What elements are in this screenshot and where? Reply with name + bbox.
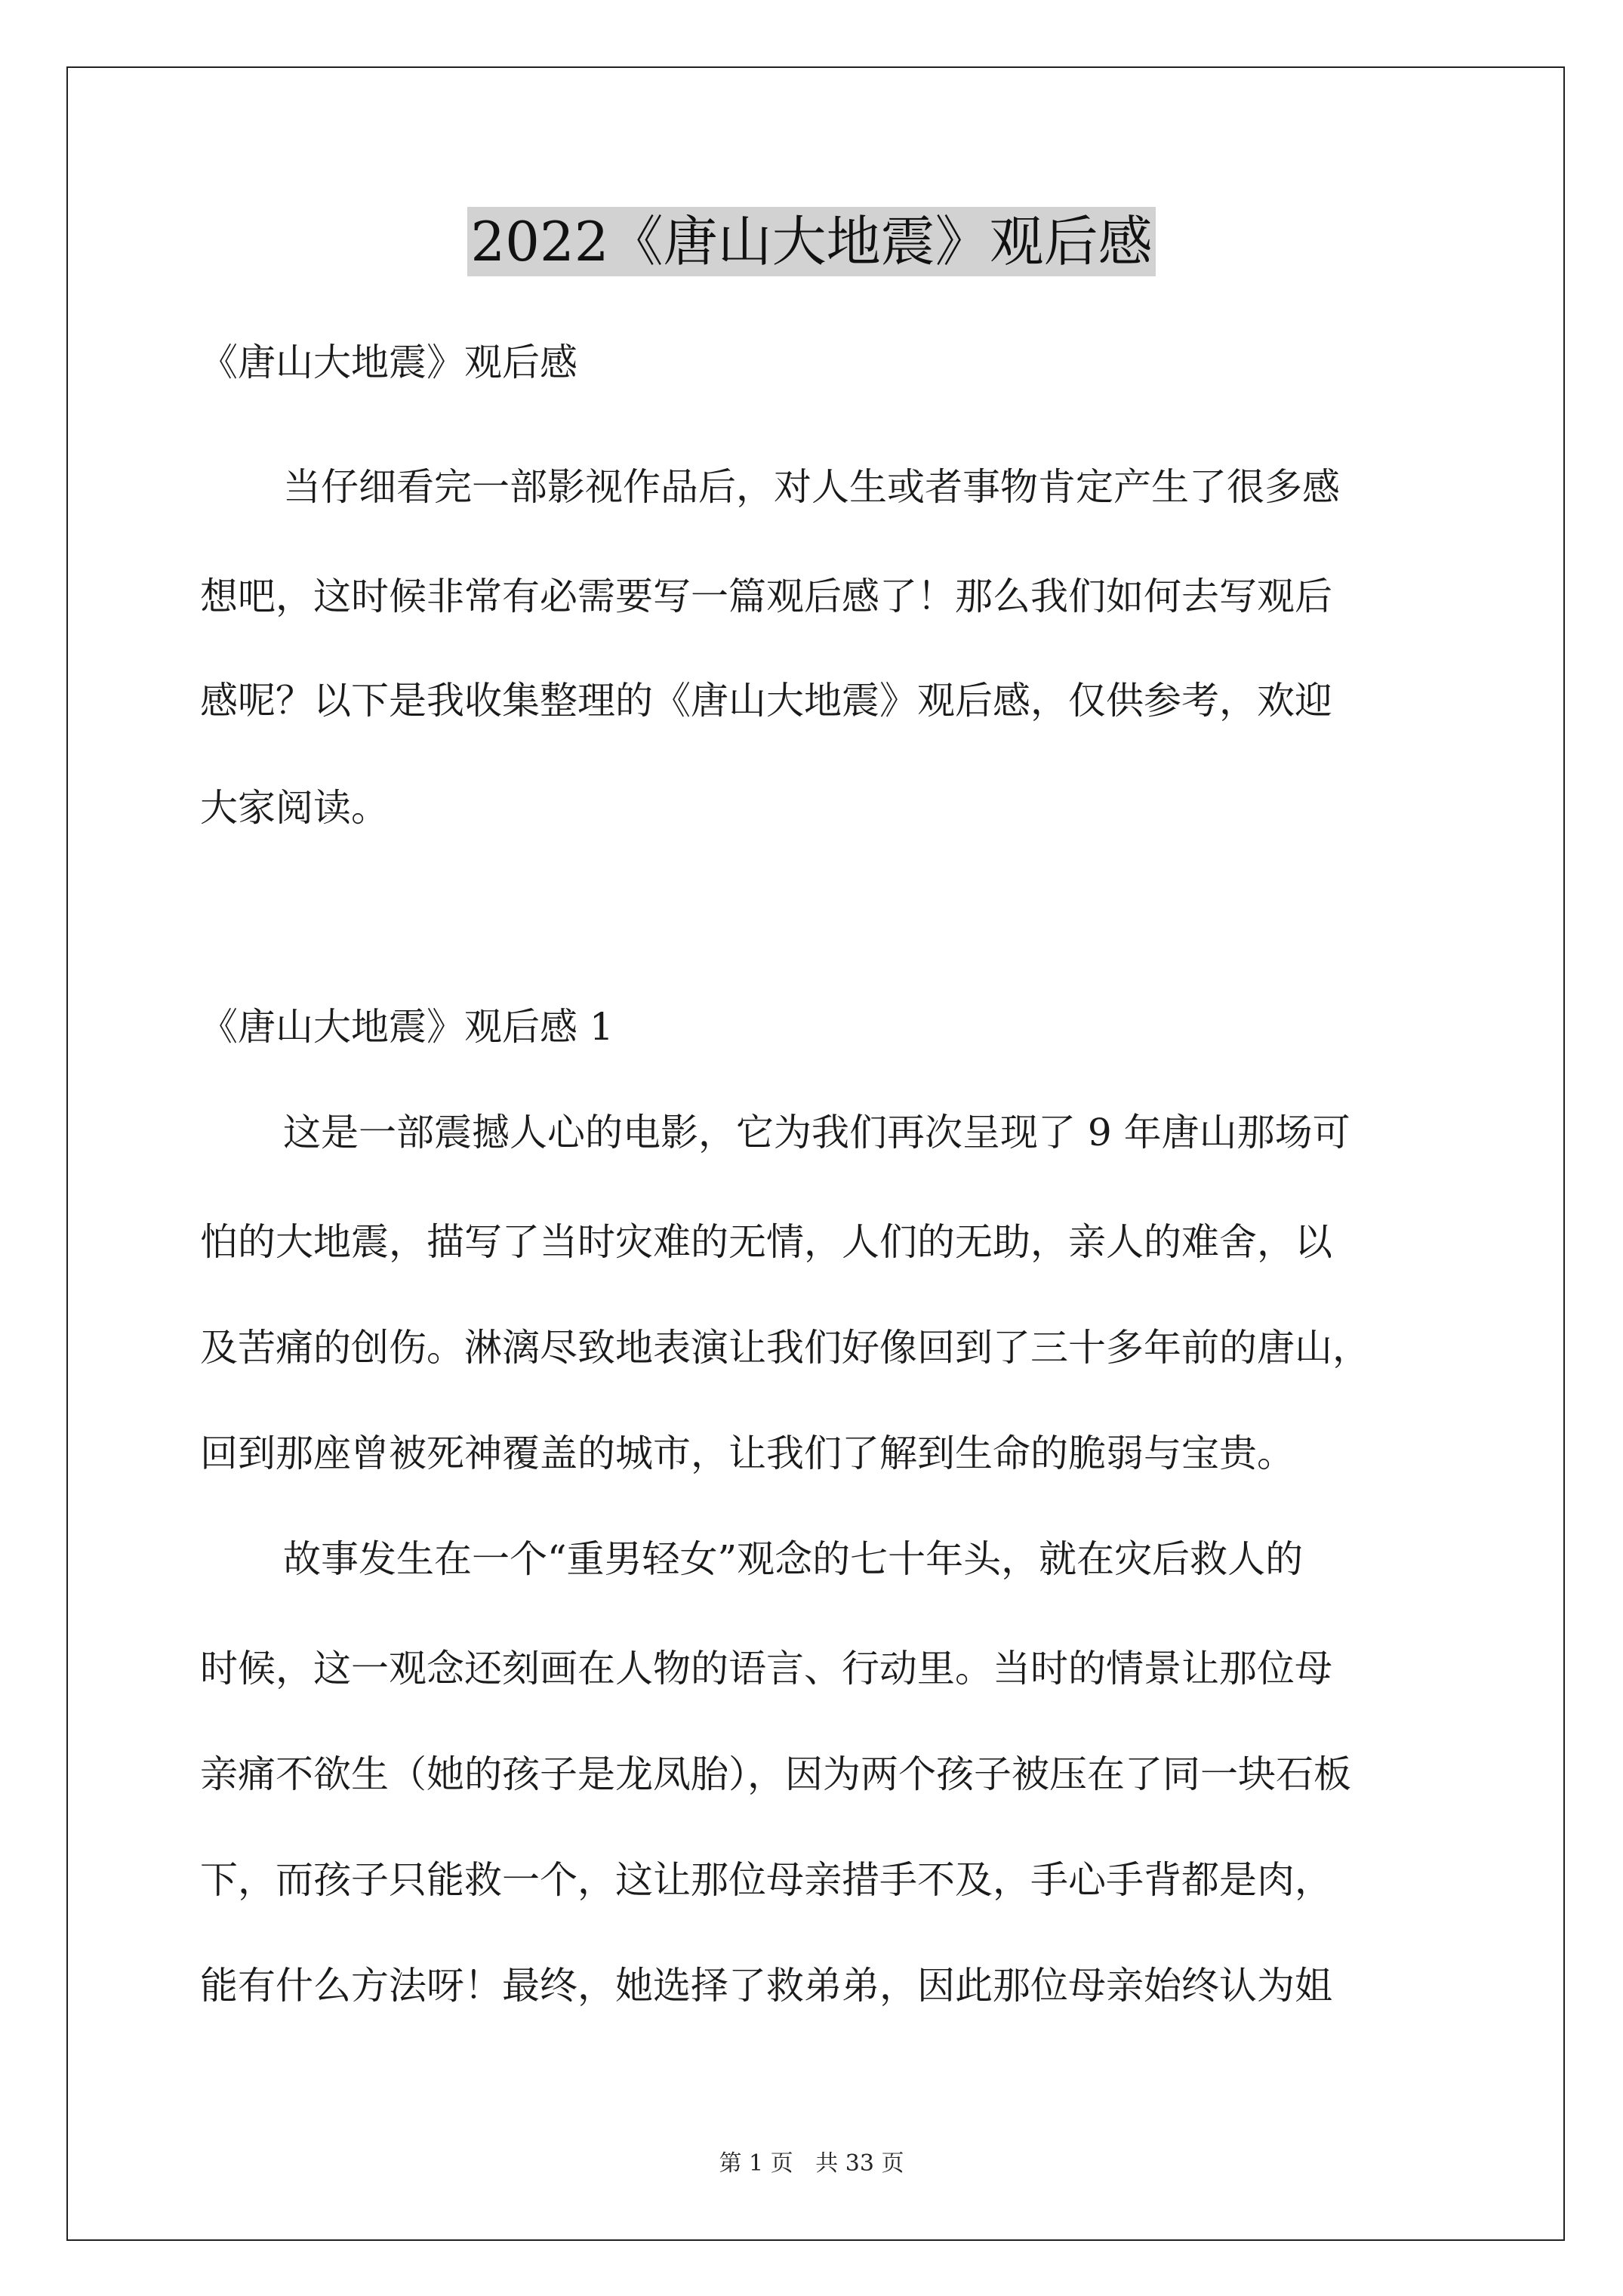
paragraph-line: 故事发生在一个“重男轻女”观念的七十年头，就在灾后救人的 bbox=[283, 1537, 1304, 1581]
section-heading: 《唐山大地震》观后感 bbox=[200, 341, 577, 384]
paragraph-line: 能有什么方法呀！最终，她选择了救弟弟，因此那位母亲始终认为姐 bbox=[200, 1964, 1332, 2008]
paragraph-line: 大家阅读。 bbox=[200, 786, 389, 830]
paragraph-line: 怕的大地震，描写了当时灾难的无情，人们的无助，亲人的难舍，以 bbox=[200, 1220, 1332, 1264]
paragraph-line: 及苦痛的创伤。淋漓尽致地表演让我们好像回到了三十多年前的唐山， bbox=[200, 1326, 1370, 1370]
paragraph-line: 时候，这一观念还刻画在人物的语言、行动里。当时的情景让那位母 bbox=[200, 1647, 1332, 1690]
paragraph-line: 亲痛不欲生（她的孩子是龙凤胎），因为两个孩子被压在了同一块石板 bbox=[200, 1752, 1351, 1796]
page-number: 第 1 页 bbox=[719, 2150, 793, 2177]
page-footer bbox=[0, 2144, 1623, 2177]
paragraph-line: 感呢？以下是我收集整理的《唐山大地震》观后感，仅供参考，欢迎 bbox=[200, 679, 1332, 723]
paragraph-line: 当仔细看完一部影视作品后，对人生或者事物肯定产生了很多感 bbox=[283, 465, 1340, 509]
document-title-text: 2022《唐山大地震》观后感 bbox=[467, 207, 1155, 276]
document-title bbox=[0, 204, 1623, 279]
paragraph-line: 下，而孩子只能救一个，这让那位母亲措手不及，手心手背都是肉， bbox=[200, 1858, 1332, 1902]
paragraph-line: 想吧，这时候非常有必需要写一篇观后感了！那么我们如何去写观后 bbox=[200, 575, 1332, 618]
paragraph-line: 这是一部震撼人心的电影，它为我们再次呈现了 9 年唐山那场可 bbox=[283, 1111, 1350, 1154]
paragraph-line: 回到那座曾被死神覆盖的城市，让我们了解到生命的脆弱与宝贵。 bbox=[200, 1432, 1295, 1475]
page-total: 共 33 页 bbox=[815, 2150, 904, 2177]
section-heading: 《唐山大地震》观后感 1 bbox=[200, 1005, 614, 1049]
